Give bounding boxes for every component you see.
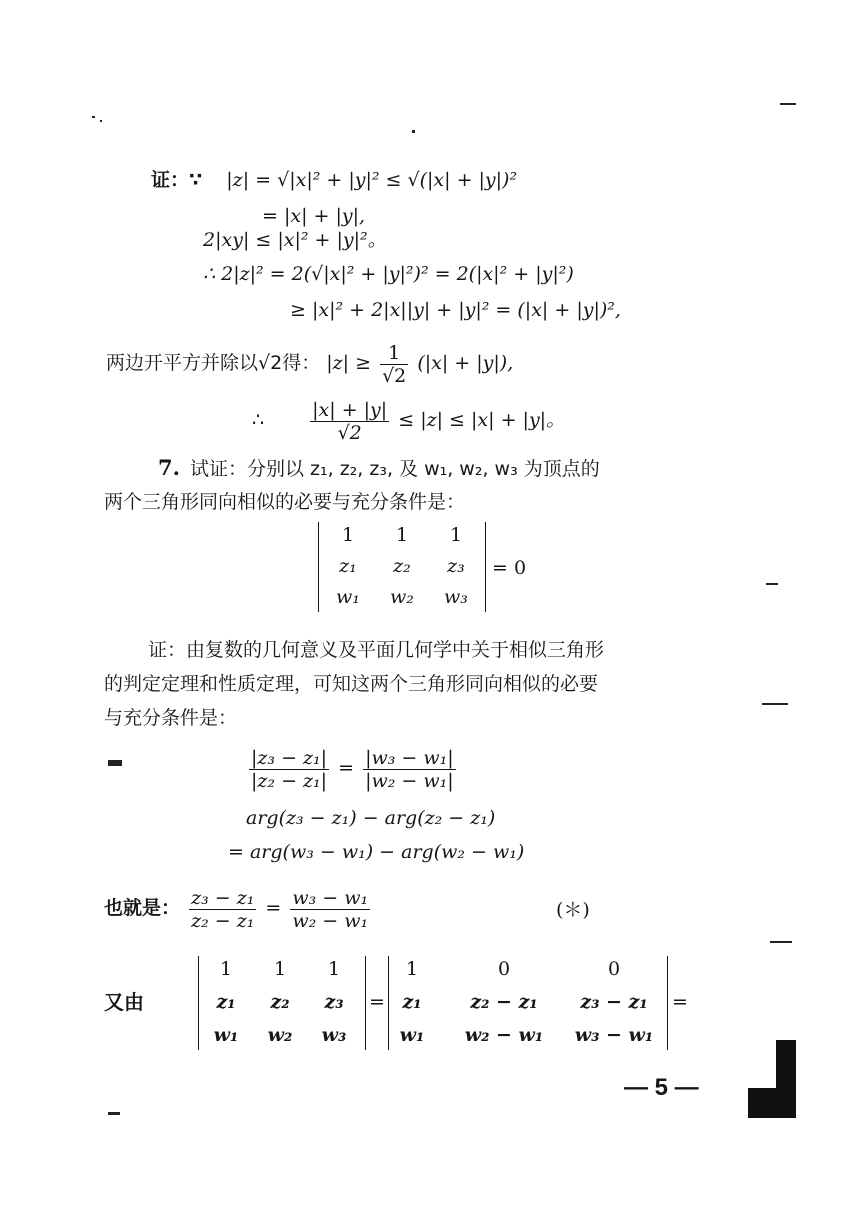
scan-speck (100, 120, 102, 122)
youyou-label: 又由 (104, 990, 144, 1014)
fraction-numerator: |x| + |y| (312, 398, 388, 421)
det-cell: z₁ (216, 991, 236, 1013)
fraction-denominator: |z₂ − z₁| (251, 769, 328, 792)
det-cell: 1 (395, 524, 409, 546)
det-cell: 1 (449, 524, 463, 546)
inequality-rhs: (|x| + |y|), (417, 352, 514, 374)
fraction (249, 747, 329, 792)
also-equation (104, 884, 373, 932)
proof1-line6 (106, 340, 513, 386)
determinant (198, 956, 366, 1050)
inequality: 2|xy| ≤ |x|² + |y|²。 (203, 229, 387, 251)
det-cell: w₁ (399, 1024, 425, 1046)
fraction-numerator: 1 (380, 342, 408, 365)
proof2-para-line2 (104, 672, 598, 696)
fraction-numerator: z₃ − z₁ (191, 886, 255, 909)
det-cell: w₃ − w₁ (574, 1024, 654, 1046)
det-cell: z₁ (402, 991, 422, 1013)
det-cell: z₁ (339, 555, 357, 577)
det-cell: w₁ (336, 586, 360, 608)
proof2-para-line1 (148, 638, 604, 662)
fraction (380, 342, 408, 387)
page-number: — 5 — (624, 1074, 699, 1101)
det-cell: 1 (327, 958, 341, 980)
det-cell: w₂ (267, 1024, 293, 1046)
proof1-line2 (262, 204, 365, 228)
proof1-line3 (203, 228, 387, 252)
det-cell: z₂ − z₁ (470, 991, 538, 1013)
arg-equation-line1: arg(z₃ − z₁) − arg(z₂ − z₁) (246, 807, 496, 829)
scan-speck (766, 583, 778, 585)
fraction (363, 747, 456, 792)
scan-speck (108, 760, 122, 766)
fraction-denominator: √2 (337, 421, 362, 444)
det-cell: z₂ (393, 555, 411, 577)
det-cell: 1 (341, 524, 355, 546)
problem-text: 试证：分别以 z₁, z₂, z₃, 及 w₁, w₂, w₃ 为顶点的 (189, 458, 600, 480)
problem-text: 两个三角形同向相似的必要与充分条件是： (104, 491, 466, 513)
fraction-denominator: |w₂ − w₁| (365, 769, 454, 792)
scan-speck (412, 130, 415, 133)
also-label: 也就是： (104, 897, 181, 919)
inequality-lhs: |z| ≥ (326, 352, 372, 374)
fraction-denominator: √2 (382, 364, 407, 387)
scan-speck (780, 103, 796, 105)
inequality: ≤ |z| ≤ |x| + |y|。 (398, 409, 566, 431)
fraction-denominator: z₂ − z₁ (191, 909, 255, 932)
paragraph-text: 的判定定理和性质定理，可知这两个三角形同向相似的必要 (104, 673, 599, 695)
proof1-line5 (290, 298, 621, 322)
det-cell: 0 (607, 958, 621, 980)
scan-speck (770, 941, 792, 943)
equals-sign: = (265, 897, 282, 919)
det-cell: z₃ − z₁ (580, 991, 648, 1013)
paragraph-text: 证：由复数的几何意义及平面几何学中关于相似三角形 (148, 639, 605, 661)
proof1-line7 (252, 396, 565, 444)
equation: = |x| + |y|, (262, 205, 366, 227)
det-cell: w₃ (444, 586, 468, 608)
det-cell: w₂ (390, 586, 414, 608)
fraction (310, 399, 389, 444)
fraction-numerator: w₃ − w₁ (292, 886, 369, 909)
scan-shadow (776, 1040, 796, 1090)
problem7-line1 (158, 456, 600, 481)
equals-sign: = (338, 757, 355, 779)
det-cell: z₂ (270, 991, 290, 1013)
equation: |z| = √|x|² + |y|² ≤ √(|x| + |y|)² (226, 169, 518, 191)
det-cell: 1 (219, 958, 233, 980)
scan-speck (762, 703, 788, 705)
determinant (388, 956, 668, 1050)
equals-sign: = (369, 991, 385, 1013)
scan-speck (92, 116, 95, 118)
problem7-line2 (104, 490, 465, 514)
scan-shadow (748, 1088, 796, 1118)
fraction-denominator: w₂ − w₁ (292, 909, 369, 932)
fraction (189, 887, 256, 932)
det-cell: 1 (273, 958, 287, 980)
fraction (290, 887, 370, 932)
determinant (318, 522, 486, 612)
det-cell: 1 (405, 958, 419, 980)
det-cell: z₃ (324, 991, 344, 1013)
scan-speck (108, 1112, 120, 1115)
inequality: ≥ |x|² + 2|x||y| + |y|² = (|x| + |y|)², (290, 299, 621, 321)
text: 两边开平方并除以√2得： (106, 352, 321, 374)
det-cell: w₁ (213, 1024, 239, 1046)
problem-number: 7. (158, 455, 180, 480)
det-cell: z₃ (447, 555, 465, 577)
proof1-line4 (203, 262, 574, 286)
fraction-numerator: |z₃ − z₁| (251, 746, 328, 769)
equation-star-label: (＊) (556, 899, 590, 921)
det-cell: w₃ (321, 1024, 347, 1046)
therefore-symbol: ∴ (252, 409, 265, 431)
proof1-line1 (151, 168, 517, 192)
fraction-numerator: |w₃ − w₁| (365, 746, 454, 769)
equals-sign: = (672, 991, 688, 1013)
det-cell: w₂ − w₁ (464, 1024, 544, 1046)
proof-label: 证：∵ (151, 169, 203, 191)
equation: ∴ 2|z|² = 2(√|x|² + |y|²)² = 2(|x|² + |y|²) (203, 263, 574, 285)
det-cell: 0 (497, 958, 511, 980)
paragraph-text: 与充分条件是： (104, 707, 238, 729)
arg-equation-line2: = arg(w₃ − w₁) − arg(w₂ − w₁) (228, 841, 525, 863)
proof2-para-line3 (104, 706, 237, 730)
ratio-equation (246, 744, 459, 792)
det-equals-zero: = 0 (492, 557, 527, 579)
